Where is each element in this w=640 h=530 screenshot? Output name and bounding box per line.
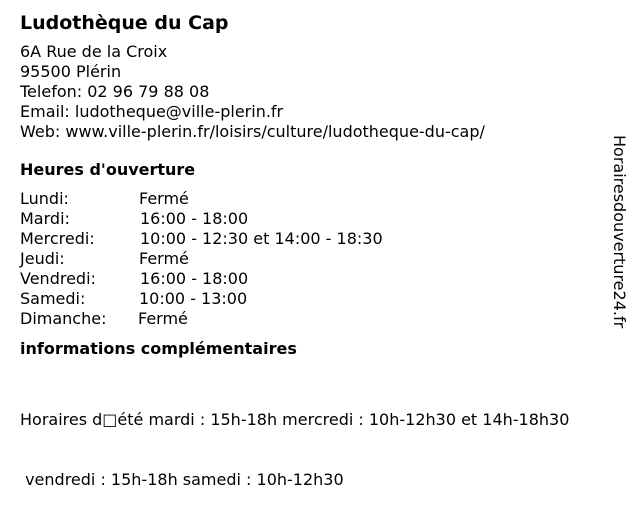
hours-row-friday (20, 269, 610, 289)
hours-row-wednesday (20, 229, 610, 249)
website-address: Web: www.ville-plerin.fr/loisirs/culture/ludotheque-du-cap/ (20, 122, 485, 141)
phone-number: Telefon: 02 96 79 88 08 (20, 82, 210, 101)
day-label: Jeudi: (20, 249, 65, 268)
side-watermark-label: Horairesdouverture24.fr (610, 135, 629, 329)
time-value: 10:00 - 13:00 (139, 289, 248, 308)
hours-row-saturday (20, 289, 610, 309)
day-label: Mercredi: (20, 229, 95, 248)
time-value: Fermé (139, 249, 189, 268)
hours-heading: Heures d'ouverture (20, 160, 196, 179)
extra-info-line-2: vendredi : 15h-18h samedi : 10h-12h30 (20, 470, 344, 489)
day-label: Dimanche: (20, 309, 107, 328)
page-title: Ludothèque du Cap (20, 12, 229, 34)
street-address: 6A Rue de la Croix (20, 42, 168, 61)
time-value: 16:00 - 18:00 (140, 209, 249, 228)
extra-info-heading: informations complémentaires (20, 339, 297, 358)
time-value: Fermé (139, 189, 189, 208)
hours-row-thursday (20, 249, 610, 269)
hours-row-sunday (20, 309, 610, 329)
day-label: Mardi: (20, 209, 70, 228)
city-address: 95500 Plérin (20, 62, 122, 81)
address-block (20, 42, 610, 142)
hours-table (20, 189, 610, 329)
day-label: Samedi: (20, 289, 86, 308)
time-value: Fermé (138, 309, 188, 328)
hours-row-monday (20, 189, 610, 209)
time-value: 16:00 - 18:00 (140, 269, 249, 288)
day-label: Lundi: (20, 189, 69, 208)
listing-panel (20, 10, 610, 530)
email-address: Email: ludotheque@ville-plerin.fr (20, 102, 284, 121)
hours-row-tuesday (20, 209, 610, 229)
day-label: Vendredi: (20, 269, 96, 288)
extra-info-line-1: Horaires d□été mardi : 15h-18h mercredi : 10h-12h30 et 14h-18h30 (20, 410, 570, 429)
extra-info-text (20, 370, 610, 530)
time-value: 10:00 - 12:30 et 14:00 - 18:30 (140, 229, 383, 248)
